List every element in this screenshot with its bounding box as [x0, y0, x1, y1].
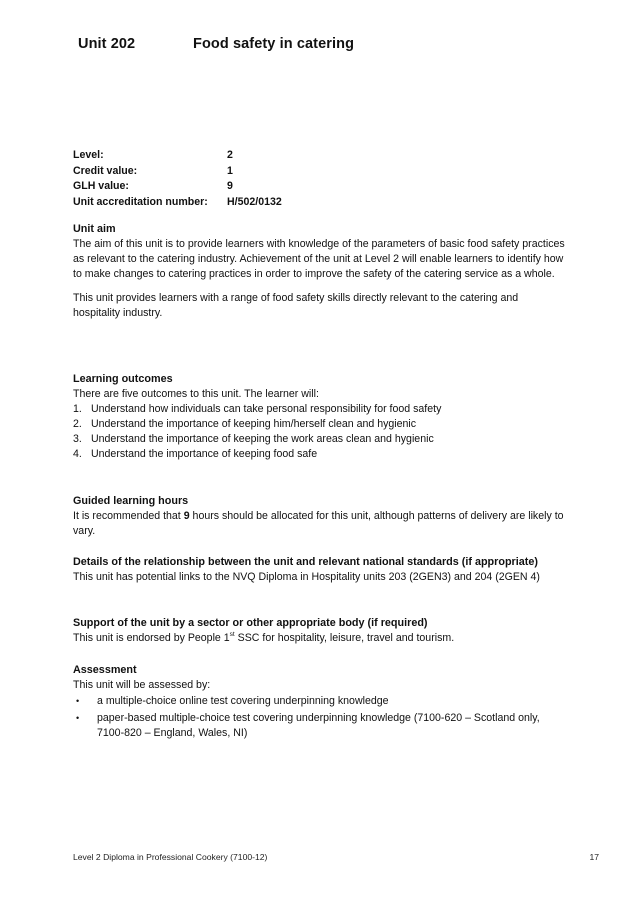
- national-standards-heading: Details of the relationship between the unit and relevant national standards (if appropriate): [73, 556, 538, 568]
- list-item: [75, 694, 568, 709]
- unit-info-table: [73, 148, 373, 210]
- guided-hours-text-start: It is recommended that: [73, 510, 184, 522]
- national-standards-section: [73, 555, 568, 585]
- unit-info-label: GLH value:: [73, 180, 129, 192]
- list-item: [73, 417, 568, 432]
- unit-info-label: Unit accreditation number:: [73, 195, 208, 208]
- unit-info-value: 9: [227, 180, 233, 192]
- list-number: 3.: [73, 433, 82, 445]
- learning-outcomes-section: [73, 372, 568, 462]
- unit-info-value: H/502/0132: [227, 195, 282, 208]
- unit-info-row: [73, 148, 373, 164]
- page-footer: [73, 850, 599, 865]
- unit-info-row: [73, 179, 373, 195]
- list-item-text: a multiple-choice online test covering underpinning knowledge: [97, 695, 389, 707]
- list-item-text: Understand the importance of keeping him/herself clean and hygienic: [91, 418, 417, 430]
- assessment-list: [73, 694, 568, 741]
- unit-aim-paragraph: The aim of this unit is to provide learners with knowledge of the parameters of basic food safety practices as relevant to the catering industry. Achievement of the unit at Level 2 will enable learners to identify how to make changes to catering practices in order to improve the safety of the catering service as a whole.: [73, 238, 565, 280]
- superscript: st: [229, 631, 235, 638]
- unit-number: Unit 202: [78, 36, 136, 52]
- list-item-text: Understand the importance of keeping food safe: [91, 448, 318, 460]
- list-item: [73, 447, 568, 462]
- learning-outcomes-list: [73, 402, 568, 462]
- unit-info-value: 1: [227, 164, 233, 177]
- unit-info-label: Level:: [73, 149, 104, 161]
- assessment-section: [73, 663, 568, 741]
- unit-info-value: 2: [227, 149, 233, 161]
- unit-aim-heading: Unit aim: [73, 223, 116, 235]
- support-text-end: SSC for hospitality, leisure, travel and tourism.: [234, 632, 455, 644]
- guided-hours-text-end: hours should be allocated for this unit, although patterns of delivery are likely to vary.: [73, 510, 564, 537]
- list-item: [73, 432, 568, 447]
- bullet-icon: •: [76, 713, 80, 723]
- guided-hours-text: [73, 509, 568, 539]
- list-item: [73, 402, 568, 417]
- list-item-text: Understand the importance of keeping the work areas clean and hygienic: [91, 433, 434, 445]
- list-number: 4.: [73, 448, 82, 460]
- unit-aim-paragraph-2: This unit provides learners with a range of food safety skills directly relevant to the catering and hospitality industry.: [73, 292, 519, 319]
- support-text-start: This unit is endorsed by People 1: [73, 632, 230, 644]
- list-number: 1.: [73, 403, 82, 415]
- support-heading: Support of the unit by a sector or other appropriate body (if required): [73, 617, 428, 629]
- unit-aim-section: [73, 222, 568, 321]
- assessment-intro: This unit will be assessed by:: [73, 679, 211, 691]
- footer-text: Level 2 Diploma in Professional Cookery (7100-12): [73, 852, 268, 862]
- support-text: [73, 631, 568, 646]
- learning-outcomes-heading: Learning outcomes: [73, 373, 173, 385]
- list-item-text: paper-based multiple-choice test covering underpinning knowledge (7100-620 – Scotland only, 7100-820 – England, Wales, NI): [97, 712, 540, 739]
- guided-hours-heading: Guided learning hours: [73, 495, 189, 507]
- bullet-icon: •: [76, 696, 80, 706]
- list-item-text: Understand how individuals can take personal responsibility for food safety: [91, 403, 442, 415]
- national-standards-text: This unit has potential links to the NVQ Diploma in Hospitality units 203 (2GEN3) and 204 (2GEN 4): [73, 571, 540, 583]
- list-item: [75, 711, 568, 741]
- guided-hours-section: [73, 494, 568, 539]
- unit-info-label: Credit value:: [73, 164, 138, 177]
- list-number: 2.: [73, 418, 82, 430]
- guided-hours-value: 9: [183, 510, 190, 522]
- assessment-heading: Assessment: [73, 664, 137, 676]
- unit-info-row: [73, 195, 373, 211]
- page-title: Food safety in catering: [193, 36, 355, 52]
- support-section: [73, 616, 568, 646]
- unit-info-row: [73, 164, 373, 180]
- page-number: 17: [589, 852, 599, 862]
- learning-outcomes-intro: There are five outcomes to this unit. The learner will:: [73, 388, 319, 400]
